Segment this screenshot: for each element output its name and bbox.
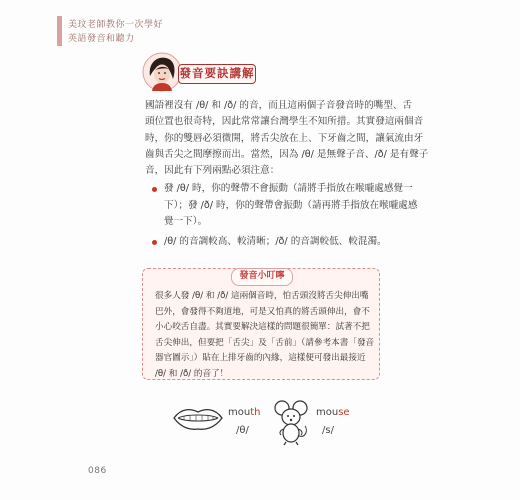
example-ipa-mouse: /s/	[322, 425, 334, 436]
tips-line: 舌尖伸出，但要把「舌尖」及「舌前」（請參考本書「發音	[155, 337, 375, 348]
tips-line: 器官圖示」）貼在上排牙齒的內緣，這樣便可發出最接近	[155, 353, 366, 363]
mouse-illustration-icon	[272, 400, 312, 446]
tips-title-badge	[231, 268, 293, 286]
paragraph-line: 時，你的雙唇必須微開，將舌尖放在上、下牙齒之間，讓氣流由牙	[145, 132, 424, 144]
lips-teeth-icon	[172, 405, 224, 431]
tips-line: 很多人發 /θ/ 和 /ð/ 這兩個音時，怕舌頭沒將舌尖伸出嘴	[155, 291, 369, 301]
bullet-dot-icon	[152, 240, 157, 245]
paragraph-line: 音，因此有下列兩點必須注意：	[145, 165, 280, 177]
paragraph-line: 齒與舌尖之間摩擦而出。當然，因為 /θ/ 是無聲子音、/ð/ 是有聲子	[145, 148, 429, 160]
header-accent-bar	[57, 16, 62, 46]
list-item	[150, 181, 418, 231]
example-word-highlight: th	[250, 407, 261, 418]
tips-body	[155, 289, 375, 382]
teacher-portrait-icon	[142, 52, 182, 92]
header-book-title: 美玟老師教你一次學好	[68, 20, 164, 30]
intro-paragraph	[145, 98, 429, 179]
example-ipa-mouth: /θ/	[236, 425, 249, 436]
running-header	[57, 16, 202, 46]
tips-line: /θ/ 和 /ð/ 的音了！	[155, 368, 229, 379]
section-heading	[142, 52, 255, 92]
example-word-mouth	[228, 407, 260, 418]
paragraph-line: 國語裡沒有 /θ/ 和 /ð/ 的音，而且這兩個子音發音時的嘴型、舌	[145, 100, 413, 111]
example-word-stem: mou	[316, 407, 339, 418]
tips-line: 巴外，會發得不夠道地，可是又怕真的將舌頭伸出，會不	[155, 306, 370, 317]
example-word-mouse	[316, 407, 350, 418]
tips-title: 發音小叮嚀	[239, 271, 285, 281]
paragraph-line: 頭位置也很奇特，因此常常讓台灣學生不知所措。其實發這兩個音	[145, 116, 424, 128]
list-item	[150, 234, 390, 251]
bullet-dot-icon	[152, 187, 157, 192]
bullet-list	[150, 181, 418, 253]
example-word-stem: mou	[228, 407, 251, 418]
section-title-box	[178, 64, 256, 84]
example-word-highlight: se	[338, 407, 350, 418]
bullet-line: 發 /θ/ 時，你的聲帶不會振動（請將手指放在喉嚨處感覺一	[164, 183, 413, 194]
bullet-line: 覺一下）。	[164, 216, 208, 227]
page-number: 086	[88, 466, 107, 476]
bullet-line: 下）；發 /ð/ 時，你的聲帶會振動（請再將手指放在喉嚨處感	[164, 199, 418, 211]
tips-box	[142, 268, 380, 380]
bullet-line: /θ/ 的音調較高、較清晰；/ð/ 的音調較低、較混濁。	[164, 235, 387, 247]
section-title: 發音要訣講解	[179, 66, 255, 80]
header-book-subtitle: 英語發音和聽力	[68, 34, 135, 44]
tips-line: 小心咬舌自盡。其實要解決這樣的問題很簡單：試著不把	[155, 322, 370, 332]
